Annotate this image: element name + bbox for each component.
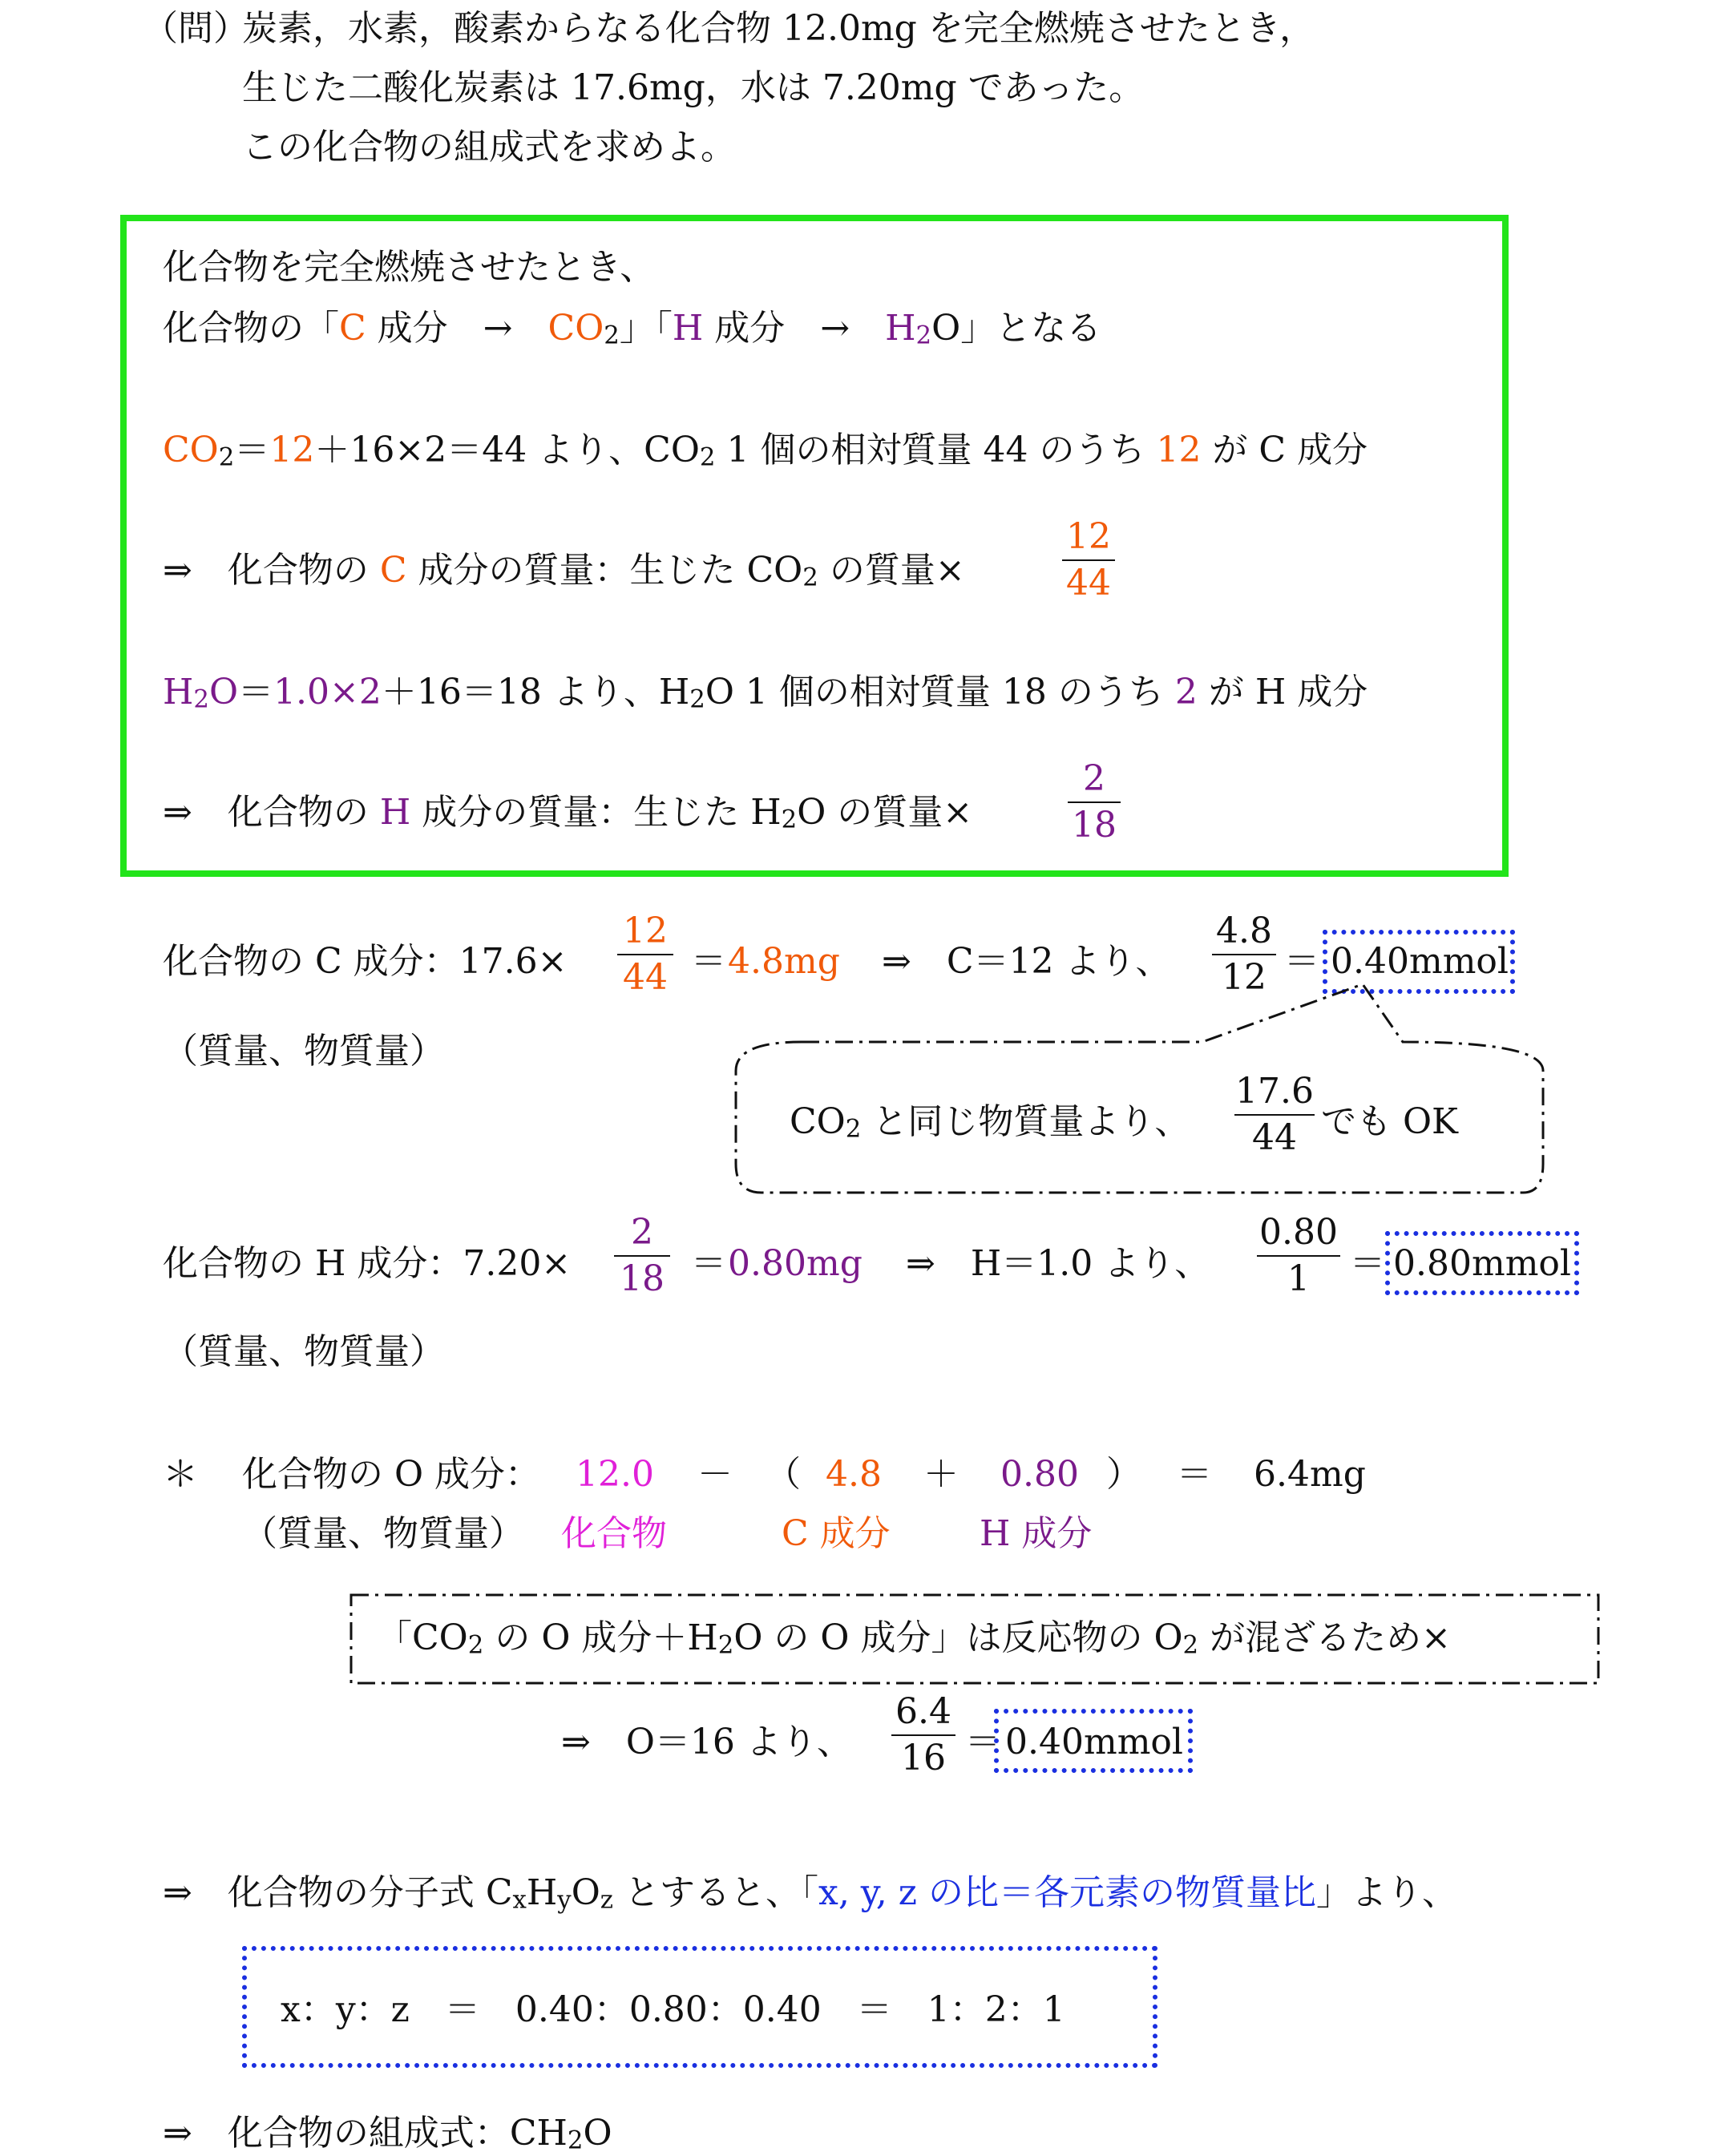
hydrogen-mol-text: ⇒ H＝1.0 より、	[906, 1243, 1210, 1284]
question-line-2: 生じた二酸化炭素は 17.6mg，水は 7.20mg であった。	[242, 67, 1145, 108]
oxygen-calc-total: 12.0	[576, 1454, 654, 1495]
bubble-fraction: 17.6 44	[1235, 1071, 1314, 1158]
hydrogen-calc-text: 化合物の H 成分：7.20×	[163, 1243, 572, 1284]
oxygen-mol-result: 0.40mmol	[1005, 1722, 1183, 1762]
oxygen-star: ＊	[163, 1454, 198, 1495]
oxygen-label-carbon: C 成分	[782, 1513, 891, 1554]
warning-note: 「$CO_2$ の O 成分$+H_2O$ の O 成分」は反応物の $O_2$ が混ざるため×	[377, 1617, 1452, 1660]
hydrogen-mass-value: 0.80mg	[728, 1243, 863, 1284]
oxygen-label-compound: 化合物	[561, 1513, 667, 1554]
oxygen-calc-lparen: （	[766, 1454, 801, 1495]
carbon-mass-rule: ⇒ 化合物の C 成分の質量：生じた $CO_2$ の質量×	[163, 550, 965, 592]
carbon-note: （質量、物質量）	[163, 1031, 445, 1072]
carbon-calc-eq: ＝	[691, 941, 726, 982]
carbon-mass-value: 4.8mg	[728, 941, 840, 982]
oxygen-mass-value: 6.4mg	[1254, 1454, 1366, 1495]
oxygen-calc-eq: ＝	[1177, 1454, 1212, 1495]
oxygen-note: （質量、物質量）	[242, 1513, 524, 1554]
hydrogen-mass-rule: ⇒ 化合物の H 成分の質量：生じた $H_2O$ の質量×	[163, 792, 973, 834]
oxygen-calc-hydrogen: 0.80	[1000, 1454, 1079, 1495]
carbon-fraction: 12 44	[1062, 519, 1115, 601]
hydrogen-calc-fraction: 2 18	[614, 1215, 670, 1297]
oxygen-mol-fraction: 6.4 16	[891, 1694, 955, 1776]
formula-sentence: ⇒ 化合物の分子式 $C_xH_yO_z$ とすると、「x, y, z の比＝各元素の物質量比」より、	[163, 1872, 1457, 1915]
hydrogen-mol-fraction: 0.80 1	[1257, 1215, 1340, 1297]
bubble-text: $CO_2$ と同じ物質量より、	[790, 1101, 1190, 1144]
ratio-text: x：y：z ＝ 0.40：0.80：0.40 ＝ 1：2：1	[281, 1989, 1065, 2030]
carbon-mol-eq: ＝	[1284, 941, 1319, 982]
hydrogen-mol-result: 0.80mmol	[1393, 1243, 1571, 1284]
carbon-mol-result: 0.40mmol	[1331, 941, 1509, 982]
oxygen-calc-rparen: ）	[1106, 1454, 1141, 1495]
hydrogen-note: （質量、物質量）	[163, 1331, 445, 1372]
question-line-1: 炭素，水素，酸素からなる化合物 12.0mg を完全燃焼させたとき，	[242, 8, 1315, 49]
oxygen-label-hydrogen: H 成分	[980, 1513, 1093, 1554]
question-line-3: この化合物の組成式を求めよ。	[242, 127, 736, 168]
oxygen-mol-text: ⇒ O＝16 より、	[561, 1722, 852, 1762]
oxygen-calc-minus: －	[697, 1454, 733, 1495]
oxygen-calc-plus: ＋	[923, 1454, 959, 1495]
hydrogen-fraction: 2 18	[1068, 761, 1121, 843]
oxygen-mol-eq: ＝	[965, 1722, 1000, 1762]
question-label: （問）	[143, 8, 248, 49]
hydrogen-calc-eq: ＝	[691, 1243, 726, 1284]
carbon-mol-fraction: 4.8 12	[1212, 914, 1276, 995]
co2-mass-line: $CO_2=12+16\times 2=44$ より、$CO_2$ 1 個の相対質量 44 のうち 12 が C 成分	[163, 430, 1368, 472]
oxygen-calc-text: 化合物の O 成分：	[242, 1454, 541, 1495]
final-answer: ⇒ 化合物の組成式：$CH_2O$	[163, 2113, 612, 2155]
carbon-mol-text: ⇒ C＝12 より、	[882, 941, 1171, 982]
bubble-text-end: でも OK	[1321, 1101, 1458, 1142]
oxygen-calc-carbon: 4.8	[826, 1454, 882, 1495]
box-line-1: 化合物を完全燃焼させたとき、	[163, 247, 656, 288]
h2o-mass-line: $H_2O=1.0\times 2+16=18$ より、$H_2O$ 1 個の相対質量 18 のうち 2 が H 成分	[163, 672, 1368, 714]
carbon-calc-fraction: 12 44	[617, 914, 673, 995]
box-line-2: 化合物の「C 成分 → $CO_2$」「H 成分 → $H_2O$」となる	[163, 308, 1102, 350]
carbon-calc-text: 化合物の C 成分：17.6×	[163, 941, 568, 982]
hydrogen-mol-eq: ＝	[1350, 1243, 1385, 1284]
